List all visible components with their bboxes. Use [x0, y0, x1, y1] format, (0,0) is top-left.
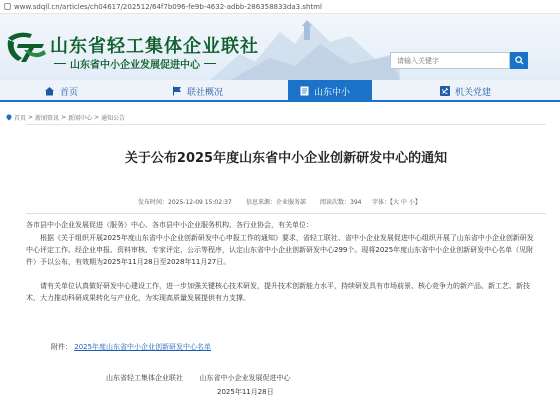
- org-subtitle: 山东省中小企业发展促进中心: [50, 56, 220, 71]
- signatory-1: 山东省轻工集体企业联社: [106, 374, 183, 382]
- view-count: 阅读次数：394: [320, 199, 362, 206]
- search-button[interactable]: [510, 52, 528, 69]
- breadcrumb-news-center[interactable]: 新闻中心: [68, 115, 93, 122]
- nav-item-home[interactable]: 首页: [44, 80, 78, 102]
- breadcrumb: [6, 113, 127, 122]
- font-size-control[interactable]: 字体：【大 中 小】: [372, 199, 421, 206]
- meta-divider: [26, 213, 546, 214]
- article-date: 2025年11月28日: [217, 388, 274, 396]
- paragraph-1: 根据《关于组织开展2025年度山东省中小企业创新研发中心申报工作的通知》要求，省轻工联社、省中小企业发展促进中心组织开展了山东省中小企业创新研发中心评定工作。经企业申报、资料审核、专家评定、公示等程序，认定山东省中小企业创新研发中心299个。现将2025年度山东省中小企业创新研发中心名单（见附件）予以公布，有效期为2025年11月28日至2028年11月27日。: [26, 234, 534, 266]
- search-icon: [515, 56, 524, 65]
- attachment: 附件： 2025年度山东省中小企业创新研发中心名单: [51, 343, 212, 351]
- publish-time: 发布时间：2025-12-09 15:02:37: [138, 199, 232, 206]
- breadcrumb-news[interactable]: 新闻资讯: [35, 115, 60, 122]
- salutation: 各市县中小企业发展促进（服务）中心、各市县中小企业服务机构、各行业协会，有关单位：: [26, 221, 313, 229]
- location-icon: [6, 114, 12, 121]
- article-meta: [26, 197, 546, 207]
- attachment-link[interactable]: 2025年度山东省中小企业创新研发中心名单: [74, 343, 212, 351]
- signatory-2: 山东省中小企业发展促进中心: [199, 374, 291, 382]
- home-icon: [44, 86, 55, 96]
- paragraph-2: 请有关单位认真做好研发中心建设工作，进一步加强关键核心技术研发，提升技术创新能力水平，持续研发具有市场前景、核心竞争力的新产品、新工艺、新技术，大力推动科研成果转化与产业化，为实现高质量发展提供有力支撑。: [26, 282, 530, 302]
- url-text[interactable]: www.sdqll.cn/articles/ch04617/202512/64f7b096-fe9b-4632-adbb-286358833da3.shtml: [14, 2, 322, 11]
- site-header: [0, 14, 560, 80]
- info-source: 信息来源：企业服务部: [246, 199, 307, 206]
- nav-item-party-building[interactable]: 机关党建: [440, 80, 491, 102]
- search-input[interactable]: [390, 52, 510, 69]
- party-emblem-icon: [440, 86, 450, 96]
- breadcrumb-home[interactable]: 首页: [14, 115, 27, 122]
- site-logo-icon: [4, 28, 48, 64]
- flag-icon: [172, 86, 182, 96]
- breadcrumb-notices[interactable]: 通知公告: [101, 115, 126, 122]
- breadcrumb-separator: >: [94, 114, 100, 121]
- article-title: 关于公布2025年度山东省中小企业创新研发中心的通知: [124, 151, 448, 166]
- signatories: [106, 373, 290, 383]
- document-icon: [300, 86, 309, 96]
- nav-item-shandong-sme[interactable]: 山东中小: [288, 80, 372, 102]
- lock-icon: [4, 3, 11, 10]
- breadcrumb-separator: >: [28, 114, 34, 121]
- main-nav: [0, 80, 560, 102]
- breadcrumb-separator: >: [61, 114, 67, 121]
- org-name: 山东省轻工集体企业联社: [50, 36, 259, 57]
- address-bar[interactable]: [0, 0, 560, 14]
- article-container: [26, 124, 546, 404]
- nav-item-overview[interactable]: 联社概况: [172, 80, 223, 102]
